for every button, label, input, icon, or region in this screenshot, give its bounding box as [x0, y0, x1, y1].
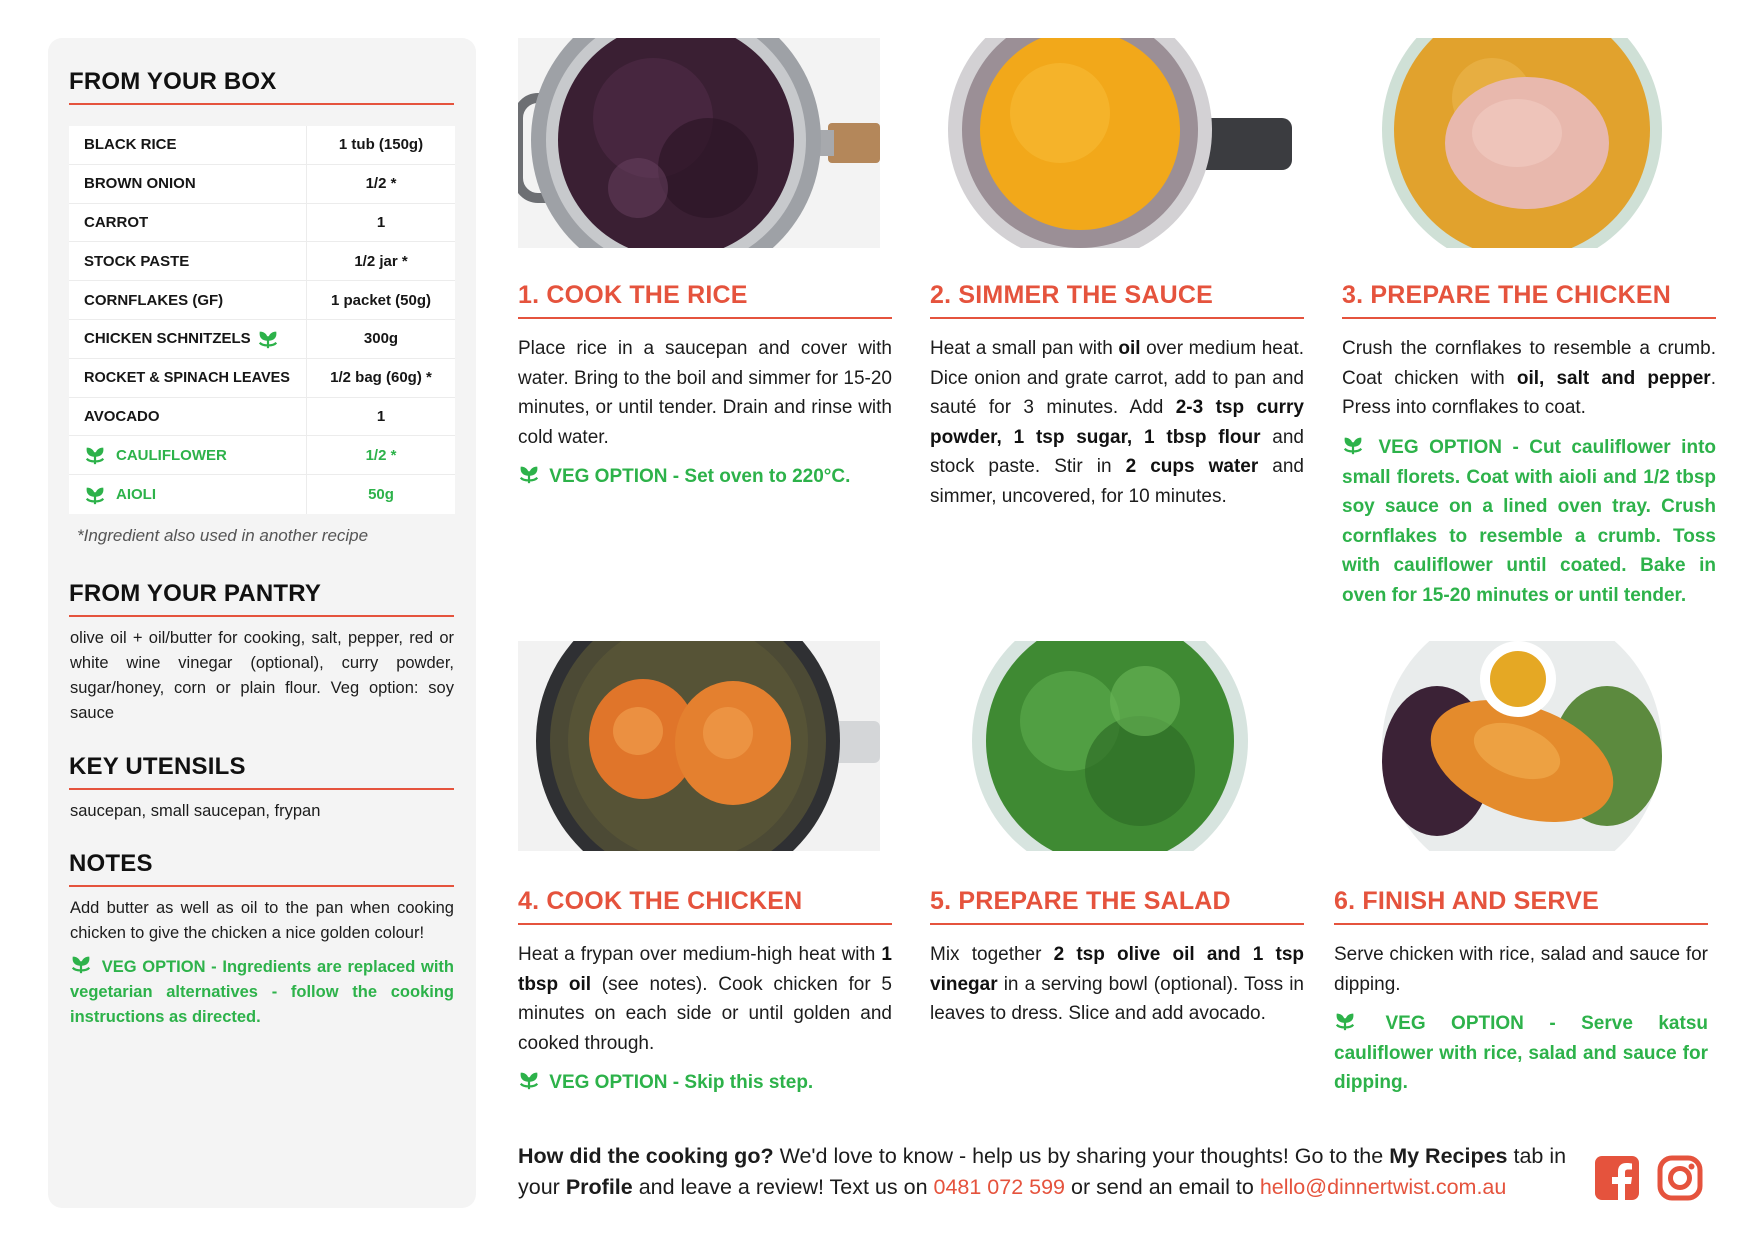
step-1-veg-text: VEG OPTION - Set oven to 220°C.	[549, 466, 851, 487]
step-2-photo	[930, 38, 1292, 248]
footer-bold: How did the cooking go?	[518, 1144, 774, 1168]
step-4-text	[518, 940, 892, 1058]
ingredient-name: BROWN ONION	[69, 165, 307, 203]
text-span: Heat a frypan over medium-high heat with	[518, 944, 882, 965]
ingredients-table	[69, 126, 455, 514]
ingredient-name: BLACK RICE	[69, 126, 307, 164]
footer-text-span: We'd love to know - help us by sharing your thoughts! Go to the	[773, 1144, 1390, 1168]
ingredient-name: CARROT	[69, 204, 307, 242]
footer-text-span: or send an email to	[1065, 1175, 1260, 1199]
ingredient-name-cell	[69, 436, 307, 474]
pantry-heading: FROM YOUR PANTRY	[69, 580, 454, 617]
text-span: in a serving bowl (optional). Toss in leaves to dress. Slice and add avocado.	[930, 973, 1304, 1024]
bold-span: 2-3 tsp curry powder, 1 tsp sugar, 1 tbsp flour	[930, 397, 1304, 448]
utensils-heading: KEY UTENSILS	[69, 753, 454, 790]
text-span: and stock paste. Stir in	[930, 426, 1304, 477]
leaf-icon	[257, 328, 279, 350]
ingredient-qty: 1	[376, 213, 386, 231]
leaf-icon	[518, 463, 540, 485]
text-span: over medium heat. Dice onion and grate carrot, add to pan and sauté for 3 minutes. Add	[930, 338, 1304, 418]
bold-span: 2 tsp olive oil and 1 tsp vinegar	[930, 944, 1304, 995]
step-4-photo	[518, 641, 880, 851]
instagram-icon[interactable]	[1657, 1155, 1703, 1201]
chicken-cornflakes-image	[1342, 38, 1704, 248]
step-5-photo	[930, 641, 1292, 851]
ingredient-name: CHICKEN SCHNITZELS	[84, 330, 251, 348]
text-span: . Press into cornflakes to coat.	[1342, 367, 1716, 418]
ingredient-qty: 1 tub (150g)	[338, 136, 424, 154]
ingredient-qty: 300g	[363, 330, 399, 348]
ingredient-row	[69, 320, 455, 359]
step-5-text	[930, 940, 1304, 1029]
bold-span: oil, salt and pepper	[1516, 367, 1711, 389]
utensils-text: saucepan, small saucepan, frypan	[70, 802, 321, 820]
step-6-veg-option	[1334, 1009, 1708, 1098]
sauce-pan-image	[930, 38, 1292, 248]
ingredient-qty: 1/2 jar *	[354, 252, 408, 270]
ingredient-row	[69, 359, 455, 398]
ingredient-name: CORNFLAKES (GF)	[69, 281, 307, 319]
frying-chicken-image	[518, 641, 880, 851]
salad-bowl-image	[930, 641, 1292, 851]
facebook-icon[interactable]	[1594, 1155, 1640, 1201]
step-4-veg-text: VEG OPTION - Skip this step.	[549, 1072, 814, 1093]
ingredient-name-cell	[69, 475, 307, 514]
phone-link[interactable]: 0481 072 599	[933, 1175, 1066, 1199]
text-span: and simmer, uncovered, for 10 minutes.	[930, 456, 1304, 507]
ingredient-name: ROCKET & SPINACH LEAVES	[69, 359, 307, 397]
bold-span: oil	[1118, 338, 1141, 359]
my-recipes-label: My Recipes	[1389, 1144, 1508, 1168]
leaf-icon	[518, 1069, 540, 1091]
step-2-text	[930, 334, 1304, 511]
box-heading: FROM YOUR BOX	[69, 68, 454, 105]
profile-label: Profile	[565, 1175, 633, 1199]
rice-pot-image	[518, 38, 880, 248]
step-3-photo	[1342, 38, 1704, 248]
ingredient-qty: 1 packet (50g)	[330, 291, 432, 309]
step-1-title: 1. COOK THE RICE	[518, 281, 892, 319]
footer-text-span: tab in your	[518, 1144, 1567, 1199]
bold-span: 2 cups water	[1125, 456, 1259, 477]
notes-text: Add butter as well as oil to the pan when cooking chicken to give the chicken a nice golden colour!	[70, 899, 454, 942]
ingredient-name: AVOCADO	[69, 398, 307, 436]
step-4-veg-option	[518, 1068, 892, 1098]
leaf-icon	[1334, 1010, 1356, 1032]
text-span: Crush the cornflakes to resemble a crumb. Coat chicken with	[1342, 338, 1716, 389]
email-link[interactable]: hello@dinnertwist.com.au	[1259, 1175, 1507, 1199]
ingredient-qty: 1/2 bag (60g) *	[330, 369, 432, 387]
ingredient-footnote: *Ingredient also used in another recipe	[77, 526, 369, 545]
step-4-title: 4. COOK THE CHICKEN	[518, 887, 892, 925]
step-3-veg-text: VEG OPTION - Cut cauliflower into small florets. Coat with aioli and 1/2 tbsp soy sauce on a lined oven tray. Crush cornflakes to resemble a crumb. Toss with cauliflower until coated. Bake in oven for 15-20 minutes or until tender.	[1342, 437, 1716, 606]
ingredient-row	[69, 126, 455, 165]
notes-veg-option	[70, 953, 454, 1030]
step-3-veg-option	[1342, 433, 1716, 610]
ingredient-row	[69, 204, 455, 243]
text-span: (see notes). Cook chicken for 5 minutes on each side or until golden and cooked through.	[518, 973, 892, 1054]
step-5-title: 5. PREPARE THE SALAD	[930, 887, 1304, 925]
ingredient-row	[69, 165, 455, 204]
leaf-icon	[70, 953, 92, 975]
step-1-veg-option	[518, 462, 892, 492]
ingredient-row	[69, 398, 455, 437]
ingredient-name: STOCK PASTE	[69, 242, 307, 280]
leaf-icon	[84, 444, 106, 466]
ingredient-qty: 1/2 *	[365, 446, 397, 464]
step-3-text	[1342, 334, 1716, 423]
ingredient-name: AIOLI	[116, 486, 156, 504]
text-span: Heat a small pan with	[930, 338, 1119, 359]
ingredients-panel	[48, 38, 476, 1208]
step-1-photo	[518, 38, 880, 248]
leaf-icon	[1342, 434, 1364, 456]
step-6-veg-text: VEG OPTION - Serve katsu cauliflower with rice, salad and sauce for dipping.	[1334, 1013, 1708, 1093]
text-span: Mix together	[930, 944, 1054, 965]
ingredient-qty: 1/2 *	[365, 175, 397, 193]
ingredient-qty: 1	[376, 407, 386, 425]
ingredient-row	[69, 281, 455, 320]
pantry-text: olive oil + oil/butter for cooking, salt, pepper, red or white wine vinegar (optional), curry powder, sugar/honey, corn or plain flour. Veg option: soy sauce	[70, 629, 454, 722]
footer-message	[518, 1141, 1578, 1203]
bold-span: 1 tbsp oil	[518, 944, 892, 995]
step-1-text: Place rice in a saucepan and cover with water. Bring to the boil and simmer for 15-20 minutes, or until tender. Drain and rinse with cold water.	[518, 338, 892, 448]
ingredient-name-cell	[69, 320, 307, 358]
ingredient-qty: 50g	[368, 486, 394, 504]
step-2-title: 2. SIMMER THE SAUCE	[930, 281, 1304, 319]
leaf-icon	[84, 484, 106, 506]
notes-veg-text: VEG OPTION - Ingredients are replaced with vegetarian alternatives - follow the cooking instructions as directed.	[70, 958, 454, 1026]
notes-heading: NOTES	[69, 850, 454, 887]
step-6-title: 6. FINISH AND SERVE	[1334, 887, 1708, 925]
ingredient-row-veg	[69, 475, 455, 514]
step-3-title: 3. PREPARE THE CHICKEN	[1342, 281, 1716, 319]
footer-text-span: and leave a review! Text us on	[632, 1175, 934, 1199]
step-6-text: Serve chicken with rice, salad and sauce for dipping.	[1334, 944, 1708, 995]
ingredient-name: CAULIFLOWER	[116, 446, 227, 464]
step-6-photo	[1342, 641, 1704, 851]
ingredient-row-veg	[69, 436, 455, 475]
plated-meal-image	[1342, 641, 1704, 851]
ingredient-row	[69, 242, 455, 281]
